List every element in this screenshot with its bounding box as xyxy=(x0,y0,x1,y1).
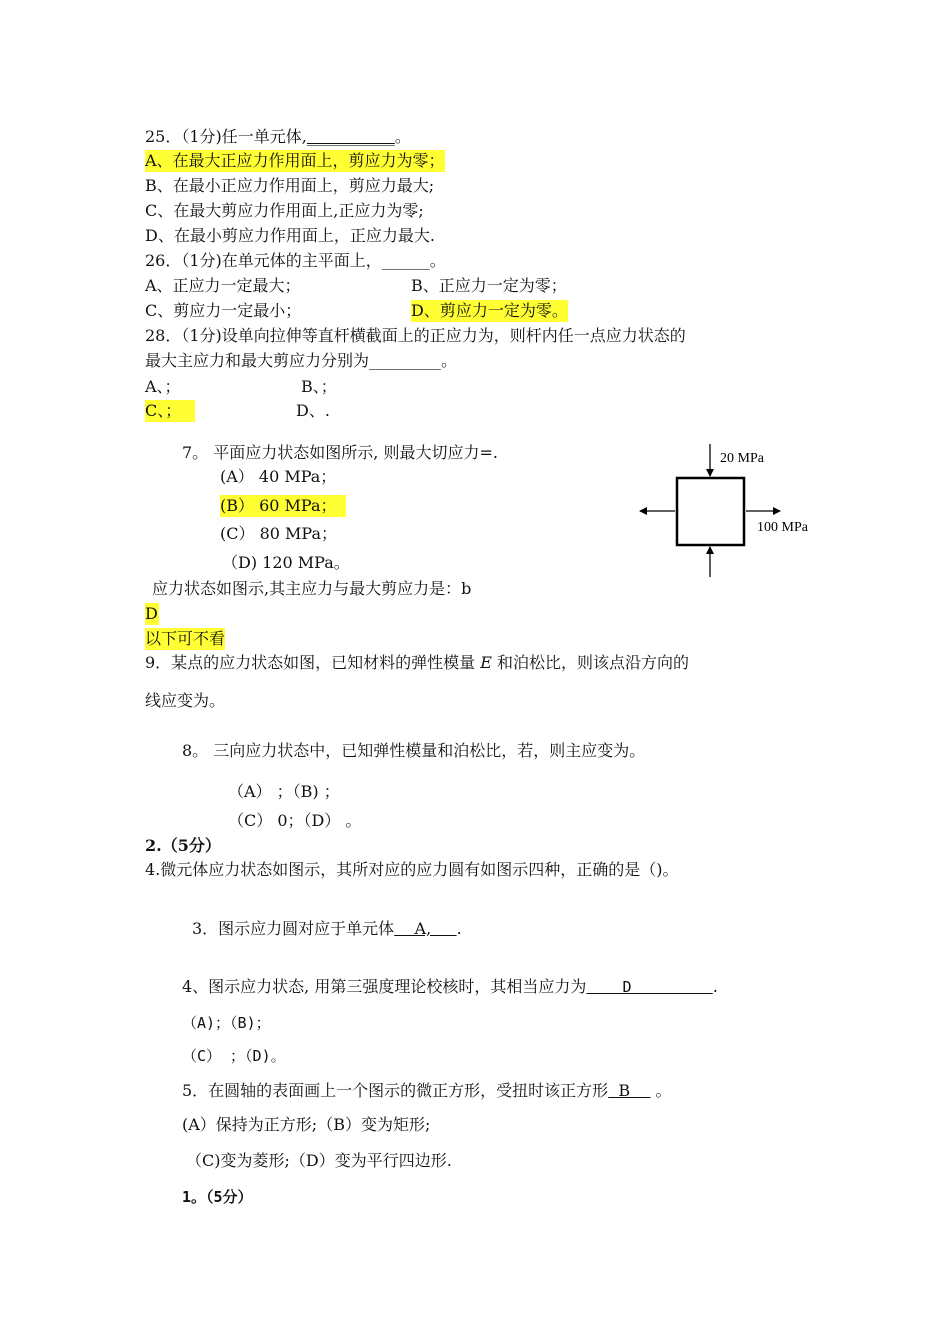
q9-modulus-symbol: E xyxy=(480,653,492,672)
q28-option-c: C、； xyxy=(145,400,195,422)
q4-options-row1: （A)；（B)； xyxy=(182,1014,271,1032)
label-right-stress: 100 MPa xyxy=(757,520,808,535)
section-2-heading: 2.（5分） xyxy=(145,836,221,855)
q9-line1-rest: 和泊松比，则该点沿方向的 xyxy=(491,653,690,672)
q26-option-d: D、剪应力一定为零。 xyxy=(411,301,568,320)
q7-option-d: （D) 120 MPa。 xyxy=(222,553,350,572)
q5-options-row1: (A）保持为正方形;（B）变为矩形; xyxy=(182,1115,431,1134)
q7-option-c: (C） 80 MPa； xyxy=(220,524,337,543)
q4-options-row2: （C） ；（D)。 xyxy=(182,1047,286,1065)
q4-answer: D xyxy=(586,978,713,996)
q9-line1 xyxy=(145,652,689,674)
q8-options-row1: （A） ；（B) ； xyxy=(228,782,340,801)
q25-stem-end: 。 xyxy=(394,127,411,146)
q5-options-row2: （C)变为菱形;（D）变为平行四边形. xyxy=(186,1151,452,1170)
q8-stem: 8。 三向应力状态中，已知弹性模量和泊松比，若，则主应变为。 xyxy=(182,741,646,760)
q4-micro-element: 4.微元体应力状态如图示，其所对应的应力圆有如图示四种，正确的是（)。 xyxy=(145,860,679,879)
q26-stem: 26．（1分)在单元体的主平面上，______。 xyxy=(145,251,446,270)
q5-answer: B xyxy=(608,1081,651,1100)
q28-option-d: D、. xyxy=(296,401,330,420)
skip-note: 以下可不看 xyxy=(145,629,226,648)
q25-option-b: B、在最小正应力作用面上，剪应力最大; xyxy=(145,176,435,195)
q3-answer: A, xyxy=(394,919,457,938)
q3-text: 3．图示应力圆对应于单元体 xyxy=(192,919,395,938)
q4-text: 4、图示应力状态, 用第三强度理论校核时，其相当应力为 xyxy=(182,977,587,996)
note-principal-stress: 应力状态如图示,其主应力与最大剪应力是：b xyxy=(152,579,472,598)
stress-element-figure xyxy=(630,440,830,580)
q3-stem xyxy=(192,918,462,940)
q28-line1: 28．（1分)设单向拉伸等直杆横截面上的正应力为，则杆内任一点应力状态的 xyxy=(145,326,686,345)
q9-line1-text: 9．某点的应力状态如图，已知材料的弹性模量 xyxy=(145,653,481,672)
q9-line2: 线应变为。 xyxy=(145,691,226,710)
q7-option-a: (A） 40 MPa； xyxy=(220,467,337,486)
q7-stem: 7。 平面应力状态如图所示, 则最大切应力=. xyxy=(182,443,498,462)
q4-stem xyxy=(182,976,718,998)
q28-option-b: B、； xyxy=(301,377,337,396)
q28-option-a: A、； xyxy=(145,377,181,396)
q25-option-d: D、在最小剪应力作用面上，正应力最大. xyxy=(145,226,435,245)
q25-option-a: A、在最大正应力作用面上，剪应力为零； xyxy=(145,151,445,170)
label-top-stress: 20 MPa xyxy=(720,451,764,466)
q25-stem xyxy=(145,126,411,148)
q25-blank: ___________ xyxy=(306,127,395,146)
q25-option-c: C、在最大剪应力作用面上,正应力为零; xyxy=(145,201,424,220)
q3-end: . xyxy=(456,919,462,938)
q7-option-b: (B） 60 MPa； xyxy=(220,495,346,517)
answer-d: D xyxy=(145,604,158,623)
q28-line2: 最大主应力和最大剪应力分别为_________。 xyxy=(145,351,458,370)
element-square xyxy=(677,478,744,545)
q26-option-b: B、正应力一定为零； xyxy=(411,276,567,295)
q25-stem-text: 25．（1分)任一单元体, xyxy=(145,127,307,146)
q8-options-row2: （C） 0；（D） 。 xyxy=(228,811,362,830)
q26-option-a: A、正应力一定最大； xyxy=(145,276,301,295)
q5-end: 。 xyxy=(650,1081,672,1100)
q4-end: . xyxy=(712,977,718,996)
section-1-heading: 1。（5分） xyxy=(182,1188,253,1206)
q5-stem xyxy=(182,1080,672,1102)
q5-text: 5．在圆轴的表面画上一个图示的微正方形，受扭时该正方形 xyxy=(182,1081,609,1100)
q26-option-c: C、剪应力一定最小； xyxy=(145,301,302,320)
